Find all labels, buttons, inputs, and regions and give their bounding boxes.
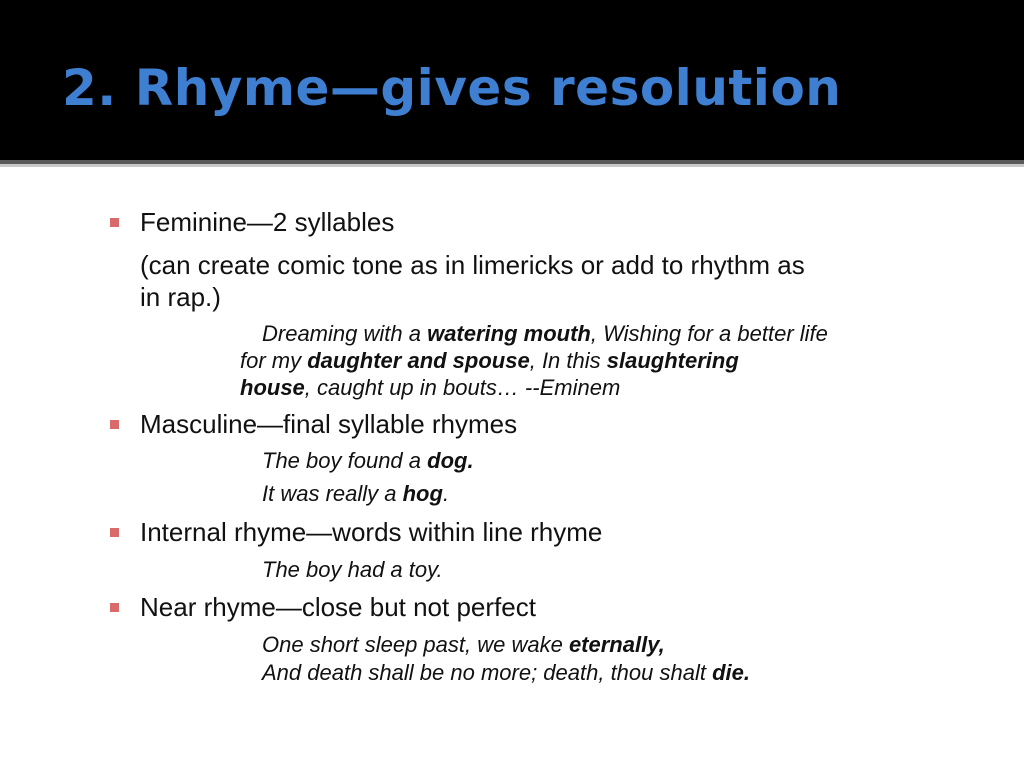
feminine-example-line-3 — [240, 374, 620, 402]
bullet-masculine: Masculine—final syllable rhymes — [140, 409, 518, 439]
rhyme-word: eternally, — [568, 632, 665, 657]
example-text: for my — [240, 348, 308, 373]
bullet-near: Near rhyme—close but not perfect — [140, 592, 536, 622]
near-example-line-1 — [262, 631, 665, 659]
feminine-example-line-1 — [262, 320, 828, 348]
feminine-note-line-2: in rap.) — [140, 282, 221, 312]
example-text: , caught up in bouts… --Eminem — [304, 375, 621, 400]
masculine-example-line-2 — [262, 480, 449, 508]
rhyme-word: house — [240, 375, 305, 400]
bullet-marker — [110, 218, 119, 227]
example-text: , Wishing for a better life — [590, 321, 828, 346]
rhyme-word: daughter and spouse — [307, 348, 530, 373]
rhyme-word: dog. — [427, 448, 474, 473]
slide-title: 2. Rhyme—gives resolution — [62, 59, 842, 117]
bullet-feminine: Feminine—2 syllables — [140, 207, 395, 237]
bullet-internal: Internal rhyme—words within line rhyme — [140, 517, 603, 547]
bullet-marker — [110, 420, 119, 429]
near-example-line-2 — [262, 659, 750, 687]
example-text: The boy found a — [262, 448, 428, 473]
feminine-note-line-1: (can create comic tone as in limericks or add to rhythm as — [140, 250, 805, 280]
masculine-example-line-1 — [262, 447, 474, 475]
example-text: Dreaming with a — [262, 321, 428, 346]
example-text: It was really a — [262, 481, 403, 506]
rhyme-word: slaughtering — [606, 348, 739, 373]
bullet-marker — [110, 603, 119, 612]
rhyme-word: hog — [402, 481, 443, 506]
rhyme-word: die. — [712, 660, 750, 685]
bullet-marker — [110, 528, 119, 537]
rhyme-word: watering mouth — [427, 321, 591, 346]
example-text: And death shall be no more; death, thou shalt — [262, 660, 713, 685]
internal-example-line-1: The boy had a toy. — [262, 557, 443, 582]
example-text: , In this — [529, 348, 607, 373]
feminine-example-line-2 — [240, 347, 739, 375]
example-text: . — [442, 481, 450, 506]
example-text: One short sleep past, we wake — [262, 632, 569, 657]
